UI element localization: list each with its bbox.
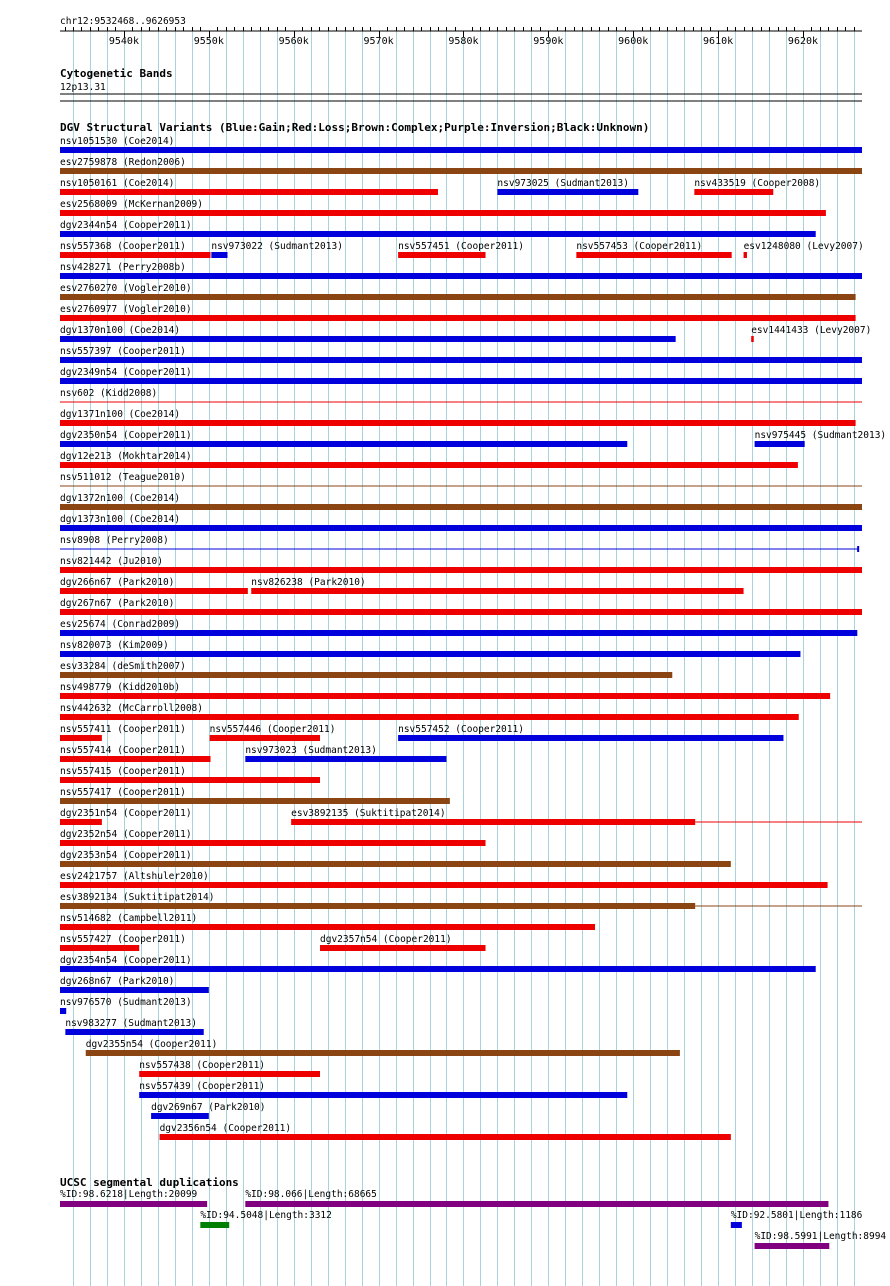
variant-label: dgv2350n54 (Cooper2011) bbox=[60, 430, 192, 441]
variant-label: nsv821442 (Ju2010) bbox=[60, 556, 163, 567]
variant-bar[interactable] bbox=[60, 168, 862, 174]
variant-label: nsv557411 (Cooper2011) bbox=[60, 724, 186, 735]
variant-label: nsv557427 (Cooper2011) bbox=[60, 934, 186, 945]
segdup-feature[interactable] bbox=[245, 1189, 828, 1207]
variant-label: esv33284 (deSmith2007) bbox=[60, 661, 186, 672]
dgv-variant[interactable] bbox=[151, 1102, 265, 1119]
variant-bar-tail bbox=[695, 822, 862, 823]
variant-label: dgv1373n100 (Coe2014) bbox=[60, 514, 181, 525]
variant-label: esv1441433 (Levy2007) bbox=[751, 325, 872, 336]
dgv-variant[interactable] bbox=[60, 871, 828, 888]
variant-label: dgv2349n54 (Cooper2011) bbox=[60, 367, 192, 378]
variant-label: dgv266n67 (Park2010) bbox=[60, 577, 175, 588]
dgv-features bbox=[60, 136, 886, 1140]
variant-label: dgv2352n54 (Cooper2011) bbox=[60, 829, 192, 840]
variant-bar[interactable] bbox=[60, 486, 862, 487]
dgv-variant[interactable] bbox=[60, 472, 862, 487]
variant-bar[interactable] bbox=[210, 735, 320, 741]
variant-label: nsv1050161 (Coe2014) bbox=[60, 178, 175, 189]
dgv-variant[interactable] bbox=[60, 787, 450, 804]
cytoband-track bbox=[60, 67, 862, 101]
variant-bar[interactable] bbox=[251, 588, 743, 594]
segdup-bar[interactable] bbox=[200, 1222, 229, 1228]
variant-label: dgv2351n54 (Cooper2011) bbox=[60, 808, 192, 819]
variant-bar[interactable] bbox=[60, 567, 862, 573]
variant-label: dgv2356n54 (Cooper2011) bbox=[159, 1123, 292, 1134]
variant-bar[interactable] bbox=[60, 861, 731, 867]
variant-label: dgv2344n54 (Cooper2011) bbox=[60, 220, 192, 231]
variant-bar[interactable] bbox=[576, 252, 731, 258]
dgv-variant[interactable] bbox=[60, 346, 862, 363]
segdup-features bbox=[60, 1189, 886, 1249]
dgv-variant[interactable] bbox=[60, 850, 731, 867]
variant-label: esv2760977 (Vogler2010) bbox=[60, 304, 192, 315]
ruler-tick-label: 9620k bbox=[787, 36, 819, 47]
variant-label: esv2760270 (Vogler2010) bbox=[60, 283, 192, 294]
variant-label: dgv2353n54 (Cooper2011) bbox=[60, 850, 192, 861]
variant-label: dgv12e213 (Mokhtar2014) bbox=[60, 451, 192, 462]
dgv-variant[interactable] bbox=[86, 1039, 680, 1056]
dgv-variant[interactable] bbox=[60, 178, 438, 195]
dgv-variant[interactable] bbox=[60, 241, 211, 258]
variant-bar[interactable] bbox=[60, 315, 856, 321]
variant-bar[interactable] bbox=[60, 693, 830, 699]
dgv-variant[interactable] bbox=[576, 241, 731, 258]
variant-bar[interactable] bbox=[60, 504, 862, 510]
variant-label: nsv820073 (Kim2009) bbox=[60, 640, 169, 651]
variant-bar[interactable] bbox=[60, 273, 862, 279]
variant-bar[interactable] bbox=[751, 336, 754, 342]
variant-label: nsv557446 (Cooper2011) bbox=[209, 724, 336, 735]
variant-label: nsv557414 (Cooper2011) bbox=[60, 745, 186, 756]
variant-bar-tail bbox=[695, 906, 862, 907]
segdup-bar[interactable] bbox=[245, 1201, 828, 1207]
variant-bar[interactable] bbox=[320, 945, 486, 951]
variant-label: dgv268n67 (Park2010) bbox=[60, 976, 175, 987]
ruler bbox=[60, 16, 862, 47]
dgv-variant[interactable] bbox=[60, 724, 186, 741]
variant-bar[interactable] bbox=[245, 756, 446, 762]
ruler-ticks bbox=[66, 27, 855, 47]
variant-bar[interactable] bbox=[60, 549, 858, 550]
variant-bar[interactable] bbox=[60, 147, 862, 153]
variant-bar[interactable] bbox=[86, 1050, 680, 1056]
segdup-bar[interactable] bbox=[755, 1243, 830, 1249]
variant-label: nsv557415 (Cooper2011) bbox=[60, 766, 186, 777]
dgv-track-title: DGV Structural Variants (Blue:Gain;Red:Loss;Brown:Complex;Purple:Inversion;Black:Unknown) bbox=[60, 121, 650, 134]
variant-bar[interactable] bbox=[60, 462, 798, 468]
variant-label: nsv557417 (Cooper2011) bbox=[60, 787, 186, 798]
variant-bar[interactable] bbox=[60, 945, 139, 951]
dgv-variant[interactable] bbox=[139, 1060, 320, 1077]
variant-label: nsv557452 (Cooper2011) bbox=[398, 724, 524, 735]
dgv-variant[interactable] bbox=[60, 745, 211, 762]
variant-bar[interactable] bbox=[60, 525, 862, 531]
dgv-variant[interactable] bbox=[60, 808, 192, 825]
dgv-variant[interactable] bbox=[60, 136, 862, 153]
ruler-tick-label: 9600k bbox=[618, 36, 649, 47]
segdup-label: %ID:98.066|Length:68665 bbox=[245, 1189, 377, 1200]
variant-label: nsv498779 (Kidd2010b) bbox=[60, 682, 181, 693]
variant-label: nsv557368 (Cooper2011) bbox=[60, 241, 186, 252]
segdup-feature[interactable] bbox=[755, 1231, 887, 1249]
variant-bar[interactable] bbox=[60, 756, 211, 762]
variant-bar[interactable] bbox=[60, 294, 856, 300]
dgv-variant[interactable] bbox=[60, 556, 862, 573]
variant-bar[interactable] bbox=[60, 189, 438, 195]
dgv-variant[interactable] bbox=[694, 178, 820, 195]
variant-bar[interactable] bbox=[60, 819, 102, 825]
dgv-variant[interactable] bbox=[60, 493, 862, 510]
ruler-tick-label: 9570k bbox=[363, 36, 394, 47]
variant-bar[interactable] bbox=[291, 819, 695, 825]
variant-label: dgv2355n54 (Cooper2011) bbox=[85, 1039, 218, 1050]
variant-bar[interactable] bbox=[497, 189, 638, 195]
variant-label: nsv442632 (McCarroll2008) bbox=[60, 703, 203, 714]
segdup-feature[interactable] bbox=[60, 1189, 207, 1207]
position-label: chr12:9532468..9626953 bbox=[60, 16, 186, 27]
dgv-variant[interactable] bbox=[398, 241, 524, 258]
dgv-variant[interactable] bbox=[60, 262, 862, 279]
variant-label: dgv267n67 (Park2010) bbox=[60, 598, 175, 609]
segdup-label: %ID:98.5991|Length:8994 bbox=[754, 1231, 887, 1242]
variant-label: nsv557397 (Cooper2011) bbox=[60, 346, 186, 357]
ruler-tick-label: 9580k bbox=[448, 36, 479, 47]
variant-label: dgv1372n100 (Coe2014) bbox=[60, 493, 181, 504]
variant-bar[interactable] bbox=[60, 924, 595, 930]
variant-label: nsv433519 (Cooper2008) bbox=[694, 178, 821, 189]
dgv-variant[interactable] bbox=[60, 451, 798, 468]
variant-bar[interactable] bbox=[151, 1113, 209, 1119]
variant-bar[interactable] bbox=[60, 420, 856, 426]
variant-label: nsv973025 (Sudmant2013) bbox=[497, 178, 629, 189]
dgv-variant[interactable] bbox=[60, 304, 856, 321]
variant-bar[interactable] bbox=[60, 441, 627, 447]
variant-label: dgv269n67 (Park2010) bbox=[151, 1102, 266, 1113]
variant-label: nsv557438 (Cooper2011) bbox=[139, 1060, 266, 1071]
ruler-tick-label: 9590k bbox=[533, 36, 564, 47]
dgv-variant[interactable] bbox=[60, 430, 627, 447]
dgv-variant[interactable] bbox=[60, 577, 248, 594]
variant-label: nsv826238 (Park2010) bbox=[251, 577, 366, 588]
segdup-label: %ID:98.6218|Length:20099 bbox=[60, 1189, 198, 1200]
variant-bar[interactable] bbox=[60, 798, 450, 804]
variant-label: esv2421757 (Altshuler2010) bbox=[60, 871, 209, 882]
cytoband-track-title: Cytogenetic Bands bbox=[60, 67, 173, 80]
variant-bar[interactable] bbox=[60, 609, 862, 615]
variant-bar[interactable] bbox=[139, 1071, 320, 1077]
variant-bar[interactable] bbox=[60, 588, 248, 594]
dgv-variant[interactable] bbox=[60, 535, 859, 552]
cytoband-label: 12p13.31 bbox=[60, 82, 106, 93]
variant-label: dgv2357n54 (Cooper2011) bbox=[320, 934, 452, 945]
variant-bar[interactable] bbox=[60, 378, 862, 384]
segdup-bar[interactable] bbox=[731, 1222, 742, 1228]
dgv-variant[interactable] bbox=[60, 514, 862, 531]
variant-label: esv2568009 (McKernan2009) bbox=[60, 199, 203, 210]
dgv-variant[interactable] bbox=[60, 619, 857, 636]
variant-bar[interactable] bbox=[60, 672, 672, 678]
dgv-variant[interactable] bbox=[245, 745, 446, 762]
segdup-label: %ID:92.5801|Length:1186 bbox=[730, 1210, 863, 1221]
variant-label: nsv557439 (Cooper2011) bbox=[139, 1081, 266, 1092]
dgv-track bbox=[60, 121, 886, 1140]
dgv-variant[interactable] bbox=[60, 283, 856, 300]
dgv-variant[interactable] bbox=[210, 724, 336, 741]
dgv-variant[interactable] bbox=[497, 178, 638, 195]
variant-bar[interactable] bbox=[60, 252, 211, 258]
dgv-variant[interactable] bbox=[60, 766, 320, 783]
dgv-variant[interactable] bbox=[60, 388, 862, 403]
variant-bar[interactable] bbox=[60, 630, 857, 636]
variant-bar[interactable] bbox=[60, 402, 862, 403]
variant-bar[interactable] bbox=[60, 231, 816, 237]
dgv-variant[interactable] bbox=[60, 934, 186, 951]
dgv-variant[interactable] bbox=[60, 682, 830, 699]
variant-bar[interactable] bbox=[398, 735, 783, 741]
variant-bar[interactable] bbox=[60, 714, 799, 720]
variant-bar[interactable] bbox=[60, 903, 695, 909]
variant-label: nsv511012 (Teague2010) bbox=[60, 472, 186, 483]
variant-label: nsv428271 (Perry2008b) bbox=[60, 262, 186, 273]
variant-bar[interactable] bbox=[60, 966, 816, 972]
variant-label: nsv983277 (Sudmant2013) bbox=[65, 1018, 197, 1029]
segdup-track-title: UCSC segmental duplications bbox=[60, 1176, 239, 1189]
dgv-variant[interactable] bbox=[65, 1018, 203, 1035]
variant-label: nsv1051530 (Coe2014) bbox=[60, 136, 175, 147]
dgv-variant[interactable] bbox=[60, 661, 672, 678]
variant-label: nsv602 (Kidd2008) bbox=[60, 388, 158, 399]
variant-label: nsv973023 (Sudmant2013) bbox=[245, 745, 377, 756]
dgv-variant[interactable] bbox=[60, 997, 192, 1014]
variant-bar[interactable] bbox=[60, 651, 800, 657]
segdup-feature[interactable] bbox=[200, 1210, 332, 1228]
variant-bar[interactable] bbox=[211, 252, 227, 258]
dgv-variant[interactable] bbox=[60, 325, 676, 342]
variant-bar[interactable] bbox=[60, 987, 209, 993]
dgv-variant[interactable] bbox=[60, 829, 486, 846]
segdup-label: %ID:94.5048|Length:3312 bbox=[200, 1210, 332, 1221]
variant-label: nsv514682 (Campbell2011) bbox=[60, 913, 198, 924]
dgv-variant[interactable] bbox=[291, 808, 862, 825]
variant-bar[interactable] bbox=[755, 441, 805, 447]
variant-bar[interactable] bbox=[694, 189, 773, 195]
variant-label: dgv1370n100 (Coe2014) bbox=[60, 325, 181, 336]
dgv-variant[interactable] bbox=[60, 598, 862, 615]
variant-label: nsv557451 (Cooper2011) bbox=[398, 241, 524, 252]
segdup-feature[interactable] bbox=[731, 1210, 863, 1228]
ruler-tick-label: 9610k bbox=[703, 36, 734, 47]
variant-label: esv1248080 (Levy2007) bbox=[743, 241, 864, 252]
dgv-variant[interactable] bbox=[60, 199, 826, 216]
segdup-track bbox=[60, 1176, 886, 1249]
variant-label: nsv557453 (Cooper2011) bbox=[576, 241, 703, 252]
variant-bar[interactable] bbox=[60, 882, 828, 888]
variant-bar[interactable] bbox=[60, 735, 102, 741]
segdup-bar[interactable] bbox=[60, 1201, 207, 1207]
dgv-variant[interactable] bbox=[398, 724, 783, 741]
variant-bar[interactable] bbox=[139, 1092, 627, 1098]
variant-bar[interactable] bbox=[65, 1029, 203, 1035]
variant-label: nsv8908 (Perry2008) bbox=[60, 535, 169, 546]
dgv-variant[interactable] bbox=[60, 892, 862, 909]
variant-bar[interactable] bbox=[398, 252, 485, 258]
dgv-variant[interactable] bbox=[160, 1123, 731, 1140]
variant-bar[interactable] bbox=[60, 777, 320, 783]
variant-bar[interactable] bbox=[60, 210, 826, 216]
dgv-variant[interactable] bbox=[60, 409, 856, 426]
variant-bar[interactable] bbox=[60, 1008, 66, 1014]
variant-label: esv25674 (Conrad2009) bbox=[60, 619, 181, 630]
variant-label: esv3892135 (Suktitipat2014) bbox=[291, 808, 446, 819]
ruler-tick-label: 9540k bbox=[108, 36, 139, 47]
dgv-variant[interactable] bbox=[60, 703, 799, 720]
variant-label: nsv975445 (Sudmant2013) bbox=[754, 430, 887, 441]
variant-bar[interactable] bbox=[744, 252, 747, 258]
dgv-variant[interactable] bbox=[60, 955, 816, 972]
variant-label: esv2759878 (Redon2006) bbox=[60, 157, 186, 168]
ruler-tick-label: 9560k bbox=[278, 36, 309, 47]
variant-bar[interactable] bbox=[60, 336, 676, 342]
variant-bar[interactable] bbox=[160, 1134, 731, 1140]
dgv-variant[interactable] bbox=[60, 157, 862, 174]
variant-bar[interactable] bbox=[60, 840, 486, 846]
dgv-variant[interactable] bbox=[60, 367, 862, 384]
variant-label: nsv973022 (Sudmant2013) bbox=[211, 241, 343, 252]
ruler-tick-label: 9550k bbox=[193, 36, 224, 47]
dgv-variant[interactable] bbox=[139, 1081, 627, 1098]
dgv-variant[interactable] bbox=[320, 934, 486, 951]
variant-bar-end bbox=[857, 546, 859, 552]
variant-bar[interactable] bbox=[60, 357, 862, 363]
variant-label: dgv2354n54 (Cooper2011) bbox=[60, 955, 192, 966]
variant-label: nsv976570 (Sudmant2013) bbox=[60, 997, 192, 1008]
variant-label: esv3892134 (Suktitipat2014) bbox=[60, 892, 215, 903]
variant-label: dgv1371n100 (Coe2014) bbox=[60, 409, 181, 420]
dgv-variant[interactable] bbox=[60, 976, 209, 993]
dgv-variant[interactable] bbox=[60, 220, 816, 237]
